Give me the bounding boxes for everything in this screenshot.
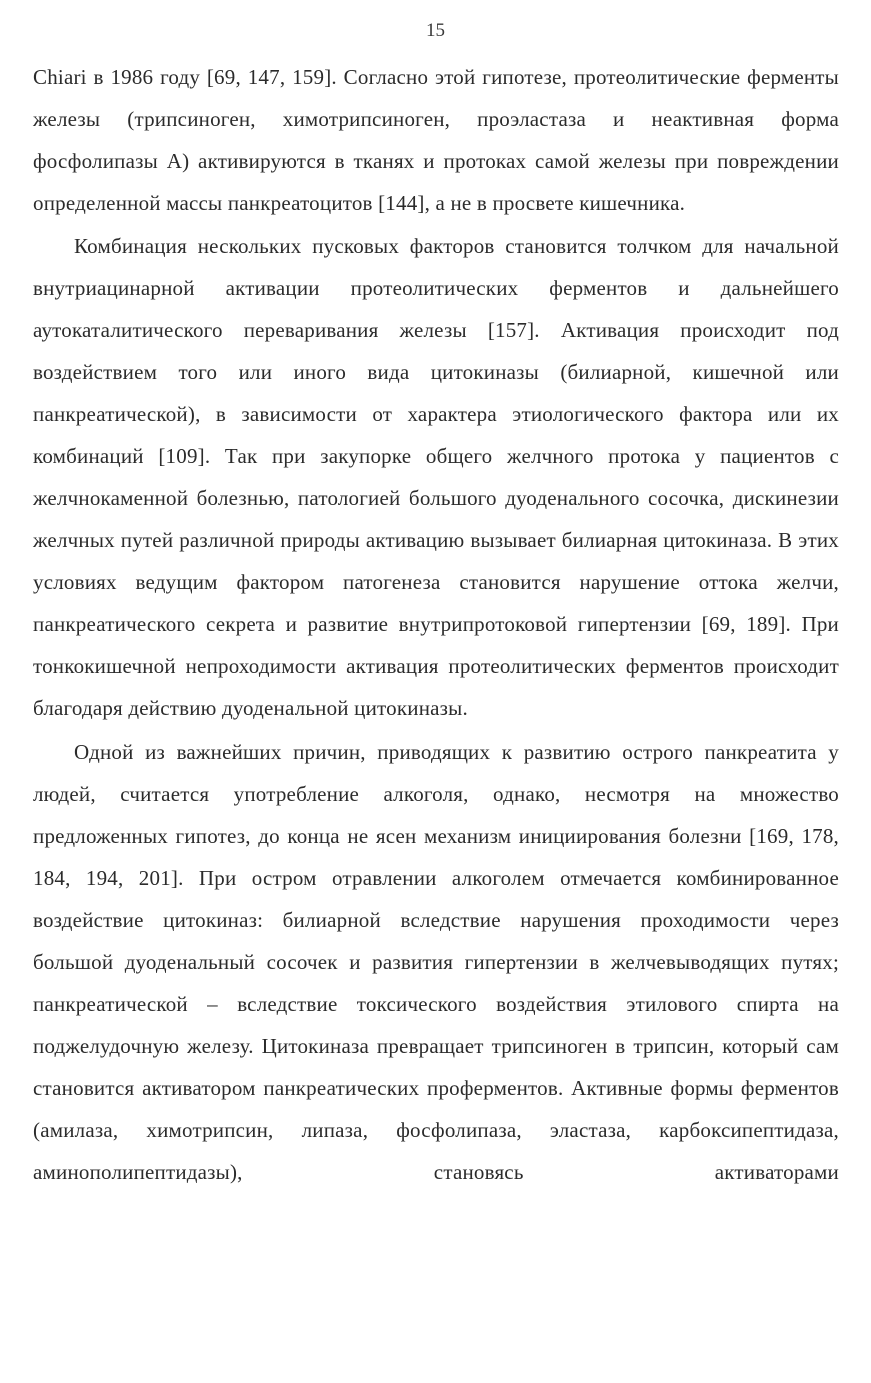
paragraph-continuation: Chiari в 1986 году [69, 147, 159]. Согласно этой гипотезе, протеолитические ферменты железы (трипсиноген, химотрипсиноген, проэластаза и неактивная форма фосфолипазы А) активируются в тканях и протоках самой железы при повреждении определенной массы панкреатоцитов [144], а не в просвете кишечника.	[33, 65, 839, 215]
paragraph-cytokinase-activation: Комбинация нескольких пусковых факторов становится толчком для начальной внутриацинарной активации протеолитических ферментов и дальнейшего аутокаталитического переваривания железы [157]. Активация происходит под воздействием того или иного вида цитокиназы (билиарной, кишечной или панкреатической), в зависимости от характера этиологического фактора или их комбинаций [109]. Так при закупорке общего желчного протока у пациентов с желчнокаменной болезнью, патологией большого дуоденального сосочка, дискинезии желчных путей различной природы активацию вызывает билиарная цитокиназа. В этих условиях ведущим фактором патогенеза становится нарушение оттока желчи, панкреатического секрета и развитие внутрипротоковой гипертензии [69, 189]. При тонкокишечной непроходимости активация протеолитических ферментов происходит благодаря действию дуоденальной цитокиназы.	[33, 234, 839, 720]
page-body	[33, 56, 839, 1193]
paragraph-alcohol-cause: Одной из важнейших причин, приводящих к развитию острого панкреатита у людей, считается употребление алкоголя, однако, несмотря на множество предложенных гипотез, до конца не ясен механизм инициирования болезни [169, 178, 184, 194, 201]. При остром отравлении алкоголем отмечается комбинированное воздействие цитокиназ: билиарной вследствие нарушения проходимости через большой дуоденальный сосочек и развития гипертензии в желчевыводящих путях; панкреатической – вследствие токсического воздействия этилового спирта на поджелудочную железу. Цитокиназа превращает трипсиноген в трипсин, который сам становится активатором панкреатических проферментов. Активные формы ферментов (амилаза, химотрипсин, липаза, фосфолипаза, эластаза, карбоксипептидаза, аминополипептидазы), становясь активаторами	[33, 740, 839, 1184]
page-number: 15	[426, 20, 445, 41]
